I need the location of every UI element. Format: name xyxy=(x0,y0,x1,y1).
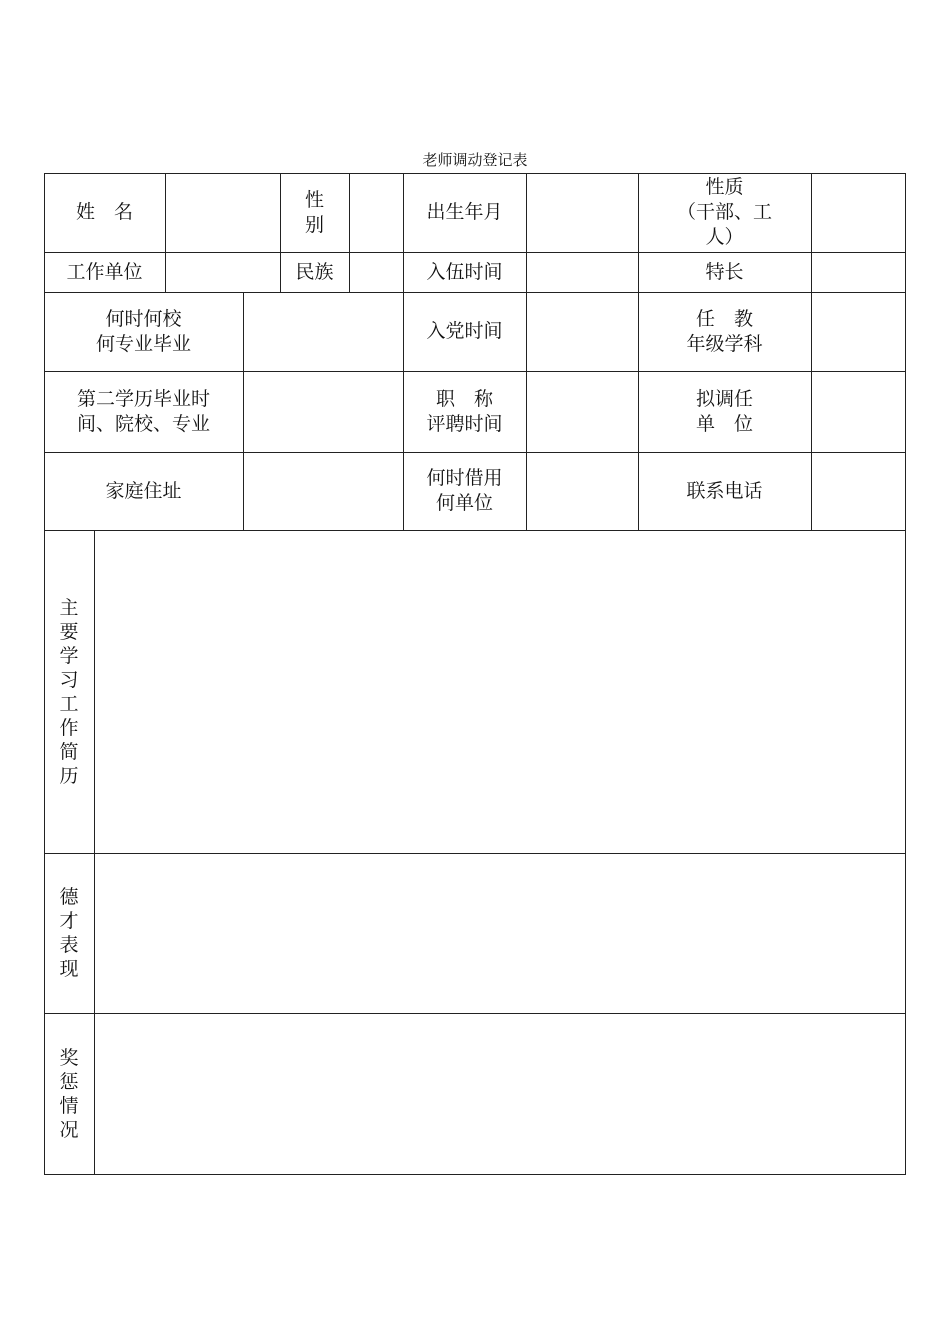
value-graduation[interactable] xyxy=(243,292,403,371)
label-rewards-cell xyxy=(44,1013,94,1174)
value-work-unit[interactable] xyxy=(165,252,280,292)
label-party-time: 入党时间 xyxy=(426,320,503,342)
label-gender: 性 别 xyxy=(304,188,324,236)
value-specialty[interactable] xyxy=(811,252,905,292)
value-rewards[interactable] xyxy=(94,1013,905,1174)
value-teaching[interactable] xyxy=(811,292,905,371)
label-phone: 联系电话 xyxy=(686,479,763,502)
grid-line xyxy=(44,173,906,174)
value-target-unit[interactable] xyxy=(811,371,905,452)
grid-line xyxy=(44,452,906,453)
label-ethnicity: 民族 xyxy=(295,260,334,283)
value-name[interactable] xyxy=(165,173,280,252)
label-resume: 主要学习工作简历 xyxy=(59,596,79,787)
value-nature[interactable] xyxy=(811,173,905,252)
grid-line xyxy=(243,292,244,530)
label-enlist-time: 入伍时间 xyxy=(426,260,503,283)
label-second-degree: 第二学历毕业时 间、院校、专业 xyxy=(76,387,210,435)
value-title-time[interactable] xyxy=(526,371,638,452)
label-birth: 出生年月 xyxy=(426,201,503,223)
grid-line xyxy=(94,530,95,1174)
label-graduation: 何时何校 何专业毕业 xyxy=(95,307,191,355)
grid-line xyxy=(526,173,527,530)
value-second-degree[interactable] xyxy=(243,371,403,452)
value-borrow[interactable] xyxy=(526,452,638,530)
label-rewards: 奖惩情况 xyxy=(59,1046,79,1141)
form-title: 老师调动登记表 xyxy=(422,151,528,169)
value-party-time[interactable] xyxy=(526,292,638,371)
value-enlist-time[interactable] xyxy=(526,252,638,292)
grid-line xyxy=(44,530,906,531)
label-work-unit: 工作单位 xyxy=(66,260,143,283)
label-teaching: 任 教 年级学科 xyxy=(686,307,763,355)
grid-line xyxy=(44,853,906,854)
label-specialty: 特长 xyxy=(705,260,744,283)
grid-line xyxy=(349,173,350,292)
label-nature: 性质 （干部、工 人） xyxy=(676,176,772,248)
value-phone[interactable] xyxy=(811,452,905,530)
grid-line xyxy=(44,1174,906,1175)
label-target-unit: 拟调任 单 位 xyxy=(695,387,753,435)
value-ethnicity[interactable] xyxy=(349,252,403,292)
grid-line xyxy=(403,173,404,530)
grid-line xyxy=(280,173,281,292)
grid-line xyxy=(165,173,166,292)
label-address: 家庭住址 xyxy=(105,479,182,502)
grid-line xyxy=(44,292,906,293)
value-conduct[interactable] xyxy=(94,853,905,1013)
grid-line xyxy=(638,173,639,530)
grid-line xyxy=(811,173,812,530)
label-conduct-cell xyxy=(44,853,94,1013)
label-borrow: 何时借用 何单位 xyxy=(426,467,503,514)
grid-line xyxy=(44,173,45,1175)
grid-line xyxy=(44,252,906,253)
value-resume[interactable] xyxy=(94,530,905,853)
grid-line xyxy=(44,371,906,372)
value-gender[interactable] xyxy=(349,173,403,252)
label-conduct: 德才表现 xyxy=(59,886,79,980)
grid-line xyxy=(905,173,906,1175)
label-name: 姓 名 xyxy=(75,201,133,223)
value-address[interactable] xyxy=(243,452,403,530)
grid-line xyxy=(44,1013,906,1014)
label-resume-cell xyxy=(44,530,94,853)
value-birth[interactable] xyxy=(526,173,638,252)
label-title-time: 职 称 评聘时间 xyxy=(426,387,503,435)
